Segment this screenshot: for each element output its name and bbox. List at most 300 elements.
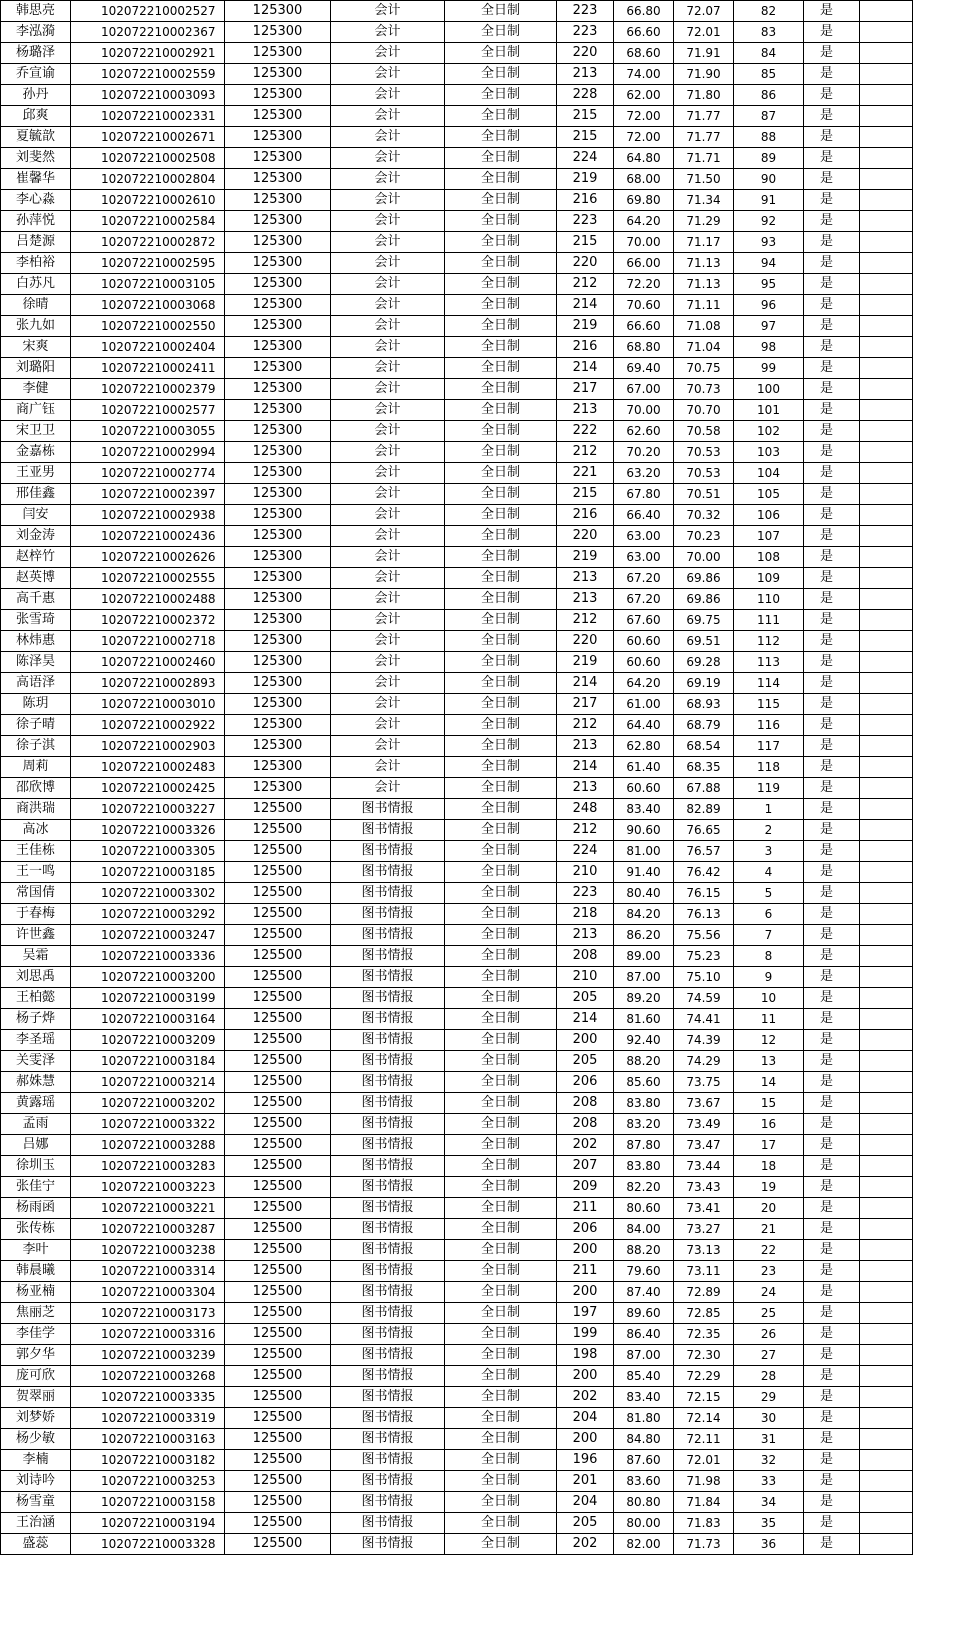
admitted-flag: 是 — [804, 715, 860, 736]
retest-score: 82.00 — [614, 1534, 674, 1555]
admitted-flag: 是 — [804, 1324, 860, 1345]
candidate-name: 高冰 — [1, 820, 71, 841]
study-mode: 全日制 — [445, 274, 557, 295]
rank: 106 — [734, 505, 804, 526]
candidate-name: 张传栋 — [1, 1219, 71, 1240]
total-score: 73.41 — [674, 1198, 734, 1219]
major-code: 125500 — [225, 1219, 331, 1240]
retest-score: 85.60 — [614, 1072, 674, 1093]
table-row — [1, 421, 913, 442]
initial-score: 211 — [557, 1198, 614, 1219]
major-code: 125500 — [225, 1366, 331, 1387]
rank: 116 — [734, 715, 804, 736]
retest-score: 60.60 — [614, 778, 674, 799]
study-mode: 全日制 — [445, 127, 557, 148]
study-mode: 全日制 — [445, 883, 557, 904]
retest-score: 63.20 — [614, 463, 674, 484]
major-name: 图书情报 — [331, 1156, 445, 1177]
admitted-flag: 是 — [804, 127, 860, 148]
total-score: 71.77 — [674, 127, 734, 148]
remark — [860, 169, 913, 190]
table-row — [1, 295, 913, 316]
remark — [860, 295, 913, 316]
candidate-name: 王治涵 — [1, 1513, 71, 1534]
initial-score: 248 — [557, 799, 614, 820]
major-name: 图书情报 — [331, 925, 445, 946]
remark — [860, 22, 913, 43]
exam-id: 102072210003238 — [71, 1240, 225, 1261]
total-score: 70.75 — [674, 358, 734, 379]
major-name: 图书情报 — [331, 799, 445, 820]
admitted-flag: 是 — [804, 967, 860, 988]
major-name: 图书情报 — [331, 967, 445, 988]
study-mode: 全日制 — [445, 1492, 557, 1513]
remark — [860, 1513, 913, 1534]
admitted-flag: 是 — [804, 1114, 860, 1135]
remark — [860, 1009, 913, 1030]
initial-score: 200 — [557, 1429, 614, 1450]
initial-score: 205 — [557, 1051, 614, 1072]
table-row — [1, 1450, 913, 1471]
exam-id: 102072210003221 — [71, 1198, 225, 1219]
candidate-name: 李心淼 — [1, 190, 71, 211]
retest-score: 87.40 — [614, 1282, 674, 1303]
remark — [860, 778, 913, 799]
candidate-name: 张雪琦 — [1, 610, 71, 631]
major-code: 125500 — [225, 1072, 331, 1093]
total-score: 74.41 — [674, 1009, 734, 1030]
major-code: 125300 — [225, 316, 331, 337]
initial-score: 223 — [557, 22, 614, 43]
study-mode: 全日制 — [445, 1114, 557, 1135]
total-score: 71.73 — [674, 1534, 734, 1555]
rank: 91 — [734, 190, 804, 211]
retest-score: 67.80 — [614, 484, 674, 505]
study-mode: 全日制 — [445, 211, 557, 232]
study-mode: 全日制 — [445, 1261, 557, 1282]
major-name: 会计 — [331, 715, 445, 736]
candidate-name: 孙萍悦 — [1, 211, 71, 232]
remark — [860, 694, 913, 715]
rank: 92 — [734, 211, 804, 232]
major-name: 图书情报 — [331, 988, 445, 1009]
table-row — [1, 883, 913, 904]
study-mode: 全日制 — [445, 1408, 557, 1429]
admitted-flag: 是 — [804, 904, 860, 925]
remark — [860, 1030, 913, 1051]
total-score: 72.29 — [674, 1366, 734, 1387]
table-row — [1, 925, 913, 946]
candidate-name: 李楠 — [1, 1450, 71, 1471]
major-code: 125500 — [225, 1114, 331, 1135]
table-row — [1, 1471, 913, 1492]
admitted-flag: 是 — [804, 862, 860, 883]
retest-score: 72.00 — [614, 127, 674, 148]
major-name: 图书情报 — [331, 1324, 445, 1345]
study-mode: 全日制 — [445, 1135, 557, 1156]
table-row — [1, 841, 913, 862]
rank: 5 — [734, 883, 804, 904]
remark — [860, 1135, 913, 1156]
table-row — [1, 85, 913, 106]
exam-id: 102072210003239 — [71, 1345, 225, 1366]
major-code: 125300 — [225, 610, 331, 631]
exam-id: 102072210002508 — [71, 148, 225, 169]
retest-score: 91.40 — [614, 862, 674, 883]
initial-score: 213 — [557, 778, 614, 799]
rank: 11 — [734, 1009, 804, 1030]
total-score: 73.11 — [674, 1261, 734, 1282]
retest-score: 84.80 — [614, 1429, 674, 1450]
retest-score: 67.00 — [614, 379, 674, 400]
initial-score: 206 — [557, 1219, 614, 1240]
remark — [860, 1072, 913, 1093]
total-score: 75.10 — [674, 967, 734, 988]
major-code: 125500 — [225, 799, 331, 820]
major-code: 125300 — [225, 337, 331, 358]
table-row — [1, 1009, 913, 1030]
table-row — [1, 22, 913, 43]
remark — [860, 379, 913, 400]
major-code: 125300 — [225, 379, 331, 400]
major-code: 125500 — [225, 1240, 331, 1261]
rank: 14 — [734, 1072, 804, 1093]
major-name: 会计 — [331, 589, 445, 610]
total-score: 70.32 — [674, 505, 734, 526]
initial-score: 219 — [557, 316, 614, 337]
study-mode: 全日制 — [445, 946, 557, 967]
rank: 85 — [734, 64, 804, 85]
exam-id: 102072210003105 — [71, 274, 225, 295]
exam-id: 102072210003163 — [71, 1429, 225, 1450]
exam-id: 102072210002397 — [71, 484, 225, 505]
major-name: 图书情报 — [331, 1261, 445, 1282]
exam-id: 102072210003202 — [71, 1093, 225, 1114]
candidate-name: 宋卫卫 — [1, 421, 71, 442]
major-name: 图书情报 — [331, 1282, 445, 1303]
major-name: 会计 — [331, 64, 445, 85]
initial-score: 223 — [557, 211, 614, 232]
exam-id: 102072210002379 — [71, 379, 225, 400]
rank: 10 — [734, 988, 804, 1009]
major-code: 125300 — [225, 421, 331, 442]
remark — [860, 988, 913, 1009]
candidate-name: 孙丹 — [1, 85, 71, 106]
initial-score: 228 — [557, 85, 614, 106]
candidate-name: 徐圳玉 — [1, 1156, 71, 1177]
study-mode: 全日制 — [445, 904, 557, 925]
table-row — [1, 127, 913, 148]
total-score: 70.00 — [674, 547, 734, 568]
remark — [860, 1450, 913, 1471]
retest-score: 86.40 — [614, 1324, 674, 1345]
retest-score: 79.60 — [614, 1261, 674, 1282]
total-score: 76.42 — [674, 862, 734, 883]
exam-id: 102072210003336 — [71, 946, 225, 967]
table-row — [1, 1114, 913, 1135]
candidate-name: 李圣瑶 — [1, 1030, 71, 1051]
total-score: 72.14 — [674, 1408, 734, 1429]
rank: 102 — [734, 421, 804, 442]
exam-id: 102072210003247 — [71, 925, 225, 946]
total-score: 73.67 — [674, 1093, 734, 1114]
major-code: 125300 — [225, 400, 331, 421]
major-name: 图书情报 — [331, 1219, 445, 1240]
study-mode: 全日制 — [445, 463, 557, 484]
retest-score: 80.00 — [614, 1513, 674, 1534]
candidate-name: 焦丽芝 — [1, 1303, 71, 1324]
candidate-name: 李健 — [1, 379, 71, 400]
candidate-name: 王佳栋 — [1, 841, 71, 862]
initial-score: 214 — [557, 1009, 614, 1030]
major-code: 125300 — [225, 631, 331, 652]
study-mode: 全日制 — [445, 85, 557, 106]
major-code: 125300 — [225, 85, 331, 106]
major-code: 125300 — [225, 1, 331, 22]
retest-score: 67.20 — [614, 589, 674, 610]
major-name: 图书情报 — [331, 1072, 445, 1093]
study-mode: 全日制 — [445, 22, 557, 43]
major-code: 125500 — [225, 1177, 331, 1198]
remark — [860, 526, 913, 547]
major-name: 会计 — [331, 421, 445, 442]
admitted-flag: 是 — [804, 190, 860, 211]
candidate-name: 杨雪童 — [1, 1492, 71, 1513]
rank: 36 — [734, 1534, 804, 1555]
major-name: 会计 — [331, 169, 445, 190]
total-score: 71.13 — [674, 274, 734, 295]
major-code: 125500 — [225, 1261, 331, 1282]
rank: 7 — [734, 925, 804, 946]
exam-id: 102072210002922 — [71, 715, 225, 736]
total-score: 71.90 — [674, 64, 734, 85]
table-row — [1, 505, 913, 526]
major-name: 图书情报 — [331, 1387, 445, 1408]
remark — [860, 1051, 913, 1072]
initial-score: 213 — [557, 589, 614, 610]
study-mode: 全日制 — [445, 967, 557, 988]
exam-id: 102072210002938 — [71, 505, 225, 526]
total-score: 72.15 — [674, 1387, 734, 1408]
admitted-flag: 是 — [804, 1135, 860, 1156]
study-mode: 全日制 — [445, 736, 557, 757]
table-body — [1, 1, 913, 1555]
study-mode: 全日制 — [445, 106, 557, 127]
major-code: 125300 — [225, 274, 331, 295]
table-row — [1, 589, 913, 610]
exam-id: 102072210003287 — [71, 1219, 225, 1240]
candidate-name: 郭夕华 — [1, 1345, 71, 1366]
total-score: 71.34 — [674, 190, 734, 211]
retest-score: 88.20 — [614, 1240, 674, 1261]
initial-score: 217 — [557, 694, 614, 715]
candidate-name: 高千惠 — [1, 589, 71, 610]
table-row — [1, 673, 913, 694]
study-mode: 全日制 — [445, 232, 557, 253]
table-row — [1, 1051, 913, 1072]
admitted-flag: 是 — [804, 883, 860, 904]
table-row — [1, 568, 913, 589]
initial-score: 216 — [557, 190, 614, 211]
major-code: 125500 — [225, 1093, 331, 1114]
study-mode: 全日制 — [445, 1240, 557, 1261]
major-code: 125300 — [225, 484, 331, 505]
exam-id: 102072210003093 — [71, 85, 225, 106]
remark — [860, 1366, 913, 1387]
table-row — [1, 148, 913, 169]
exam-id: 102072210003200 — [71, 967, 225, 988]
study-mode: 全日制 — [445, 1, 557, 22]
exam-id: 102072210003209 — [71, 1030, 225, 1051]
study-mode: 全日制 — [445, 589, 557, 610]
major-name: 会计 — [331, 547, 445, 568]
table-row — [1, 274, 913, 295]
major-name: 图书情报 — [331, 1093, 445, 1114]
initial-score: 207 — [557, 1156, 614, 1177]
study-mode: 全日制 — [445, 1072, 557, 1093]
major-code: 125500 — [225, 1282, 331, 1303]
total-score: 71.98 — [674, 1471, 734, 1492]
candidate-name: 陈泽昊 — [1, 652, 71, 673]
table-row — [1, 1366, 913, 1387]
remark — [860, 757, 913, 778]
major-code: 125500 — [225, 946, 331, 967]
retest-score: 67.60 — [614, 610, 674, 631]
remark — [860, 862, 913, 883]
retest-score: 89.00 — [614, 946, 674, 967]
admitted-flag: 是 — [804, 1219, 860, 1240]
rank: 99 — [734, 358, 804, 379]
initial-score: 219 — [557, 652, 614, 673]
major-code: 125300 — [225, 463, 331, 484]
candidate-name: 刘诗吟 — [1, 1471, 71, 1492]
candidate-name: 杨少敏 — [1, 1429, 71, 1450]
total-score: 69.28 — [674, 652, 734, 673]
exam-id: 102072210003068 — [71, 295, 225, 316]
initial-score: 219 — [557, 169, 614, 190]
initial-score: 202 — [557, 1534, 614, 1555]
exam-id: 102072210002584 — [71, 211, 225, 232]
admitted-flag: 是 — [804, 589, 860, 610]
admitted-flag: 是 — [804, 463, 860, 484]
rank: 20 — [734, 1198, 804, 1219]
exam-id: 102072210002671 — [71, 127, 225, 148]
retest-score: 90.60 — [614, 820, 674, 841]
major-code: 125300 — [225, 169, 331, 190]
candidate-name: 商广钰 — [1, 400, 71, 421]
exam-id: 102072210003302 — [71, 883, 225, 904]
total-score: 71.29 — [674, 211, 734, 232]
admitted-flag: 是 — [804, 106, 860, 127]
admitted-flag: 是 — [804, 1030, 860, 1051]
table-row — [1, 1156, 913, 1177]
initial-score: 205 — [557, 988, 614, 1009]
remark — [860, 316, 913, 337]
table-row — [1, 1324, 913, 1345]
total-score: 71.84 — [674, 1492, 734, 1513]
table-row — [1, 1345, 913, 1366]
exam-id: 102072210002372 — [71, 610, 225, 631]
total-score: 70.23 — [674, 526, 734, 547]
initial-score: 204 — [557, 1492, 614, 1513]
candidate-name: 徐晴 — [1, 295, 71, 316]
remark — [860, 463, 913, 484]
study-mode: 全日制 — [445, 1030, 557, 1051]
major-code: 125300 — [225, 211, 331, 232]
major-name: 图书情报 — [331, 1345, 445, 1366]
admitted-flag: 是 — [804, 442, 860, 463]
initial-score: 196 — [557, 1450, 614, 1471]
total-score: 69.86 — [674, 568, 734, 589]
admitted-flag: 是 — [804, 1261, 860, 1282]
table-row — [1, 547, 913, 568]
table-row — [1, 64, 913, 85]
retest-score: 66.60 — [614, 22, 674, 43]
total-score: 73.49 — [674, 1114, 734, 1135]
study-mode: 全日制 — [445, 862, 557, 883]
major-name: 会计 — [331, 253, 445, 274]
remark — [860, 925, 913, 946]
table-row — [1, 337, 913, 358]
candidate-name: 吕娜 — [1, 1135, 71, 1156]
remark — [860, 421, 913, 442]
remark — [860, 736, 913, 757]
exam-id: 102072210002483 — [71, 757, 225, 778]
major-name: 会计 — [331, 505, 445, 526]
total-score: 71.08 — [674, 316, 734, 337]
study-mode: 全日制 — [445, 1471, 557, 1492]
major-name: 会计 — [331, 526, 445, 547]
retest-score: 87.60 — [614, 1450, 674, 1471]
major-code: 125300 — [225, 526, 331, 547]
remark — [860, 1324, 913, 1345]
table-row — [1, 1408, 913, 1429]
total-score: 73.27 — [674, 1219, 734, 1240]
study-mode: 全日制 — [445, 1282, 557, 1303]
initial-score: 213 — [557, 925, 614, 946]
remark — [860, 904, 913, 925]
remark — [860, 1156, 913, 1177]
study-mode: 全日制 — [445, 1429, 557, 1450]
major-name: 会计 — [331, 232, 445, 253]
total-score: 73.13 — [674, 1240, 734, 1261]
major-code: 125500 — [225, 1513, 331, 1534]
study-mode: 全日制 — [445, 841, 557, 862]
total-score: 73.43 — [674, 1177, 734, 1198]
retest-score: 64.80 — [614, 148, 674, 169]
study-mode: 全日制 — [445, 1345, 557, 1366]
exam-id: 102072210003194 — [71, 1513, 225, 1534]
initial-score: 213 — [557, 568, 614, 589]
candidate-name: 李柏裕 — [1, 253, 71, 274]
exam-id: 102072210003199 — [71, 988, 225, 1009]
retest-score: 64.20 — [614, 211, 674, 232]
initial-score: 205 — [557, 1513, 614, 1534]
exam-id: 102072210002425 — [71, 778, 225, 799]
candidate-name: 王亚男 — [1, 463, 71, 484]
total-score: 71.71 — [674, 148, 734, 169]
table-row — [1, 1492, 913, 1513]
major-code: 125500 — [225, 1198, 331, 1219]
major-code: 125300 — [225, 442, 331, 463]
table-row — [1, 211, 913, 232]
major-name: 图书情报 — [331, 1366, 445, 1387]
admitted-flag: 是 — [804, 673, 860, 694]
table-row — [1, 1303, 913, 1324]
retest-score: 60.60 — [614, 631, 674, 652]
table-row — [1, 610, 913, 631]
initial-score: 212 — [557, 820, 614, 841]
